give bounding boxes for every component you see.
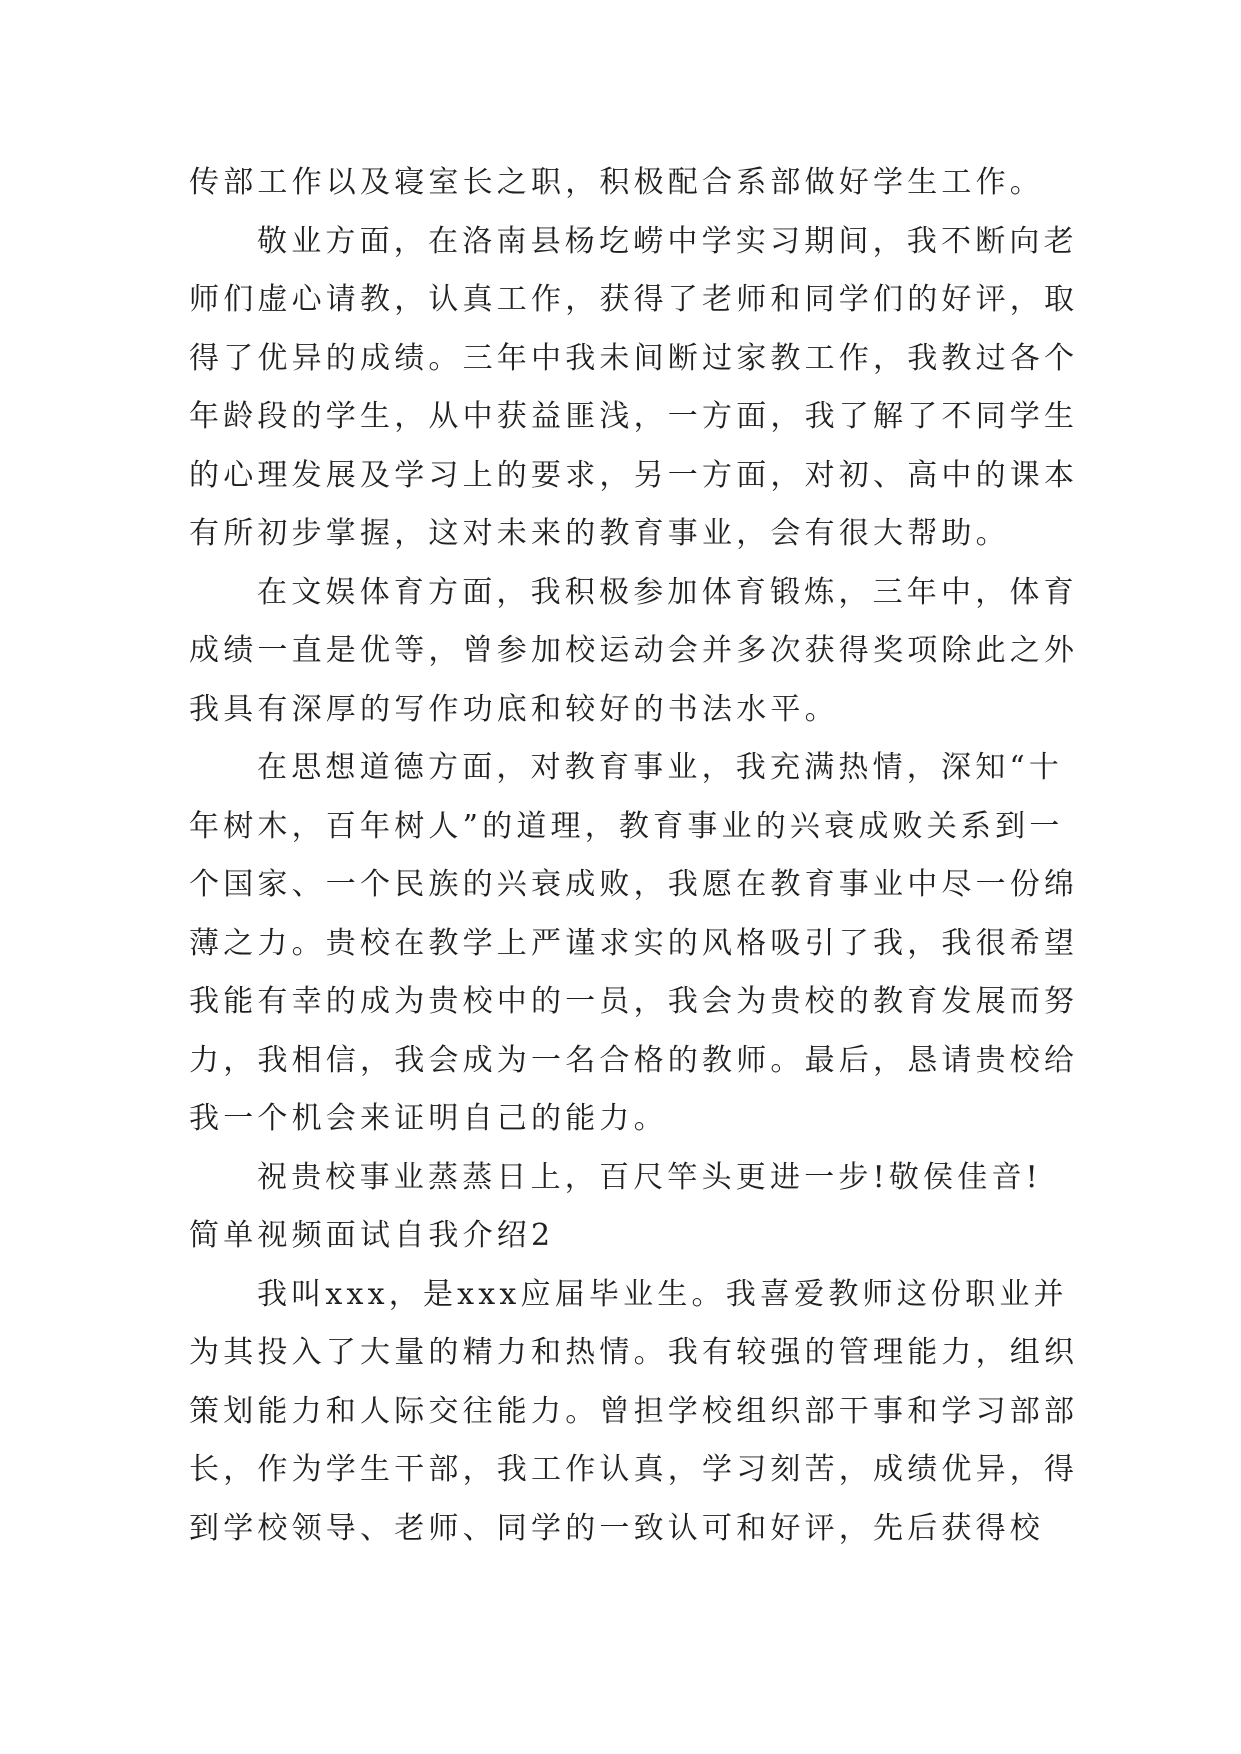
text-line: 我具有深厚的写作功底和较好的书法水平。	[189, 691, 839, 727]
text-line: 我一个机会来证明自己的能力。	[189, 1101, 668, 1136]
text-line: 有所初步掌握，这对未来的教育事业，会有很大帮助。	[189, 516, 1010, 551]
paragraph-morality-start: 在思想道德方面，对教育事业，我充满热情，深知“十	[257, 750, 1064, 785]
text-line: 的心理发展及学习上的要求，另一方面，对初、高中的课本	[189, 457, 1079, 493]
text-line: 为其投入了大量的精力和热情。我有较强的管理能力，组织	[189, 1335, 1079, 1370]
text-line: 得了优异的成绩。三年中我未间断过家教工作，我教过各个	[189, 340, 1079, 376]
text-line: 薄之力。贵校在教学上严谨求实的风格吸引了我，我很希望	[189, 925, 1079, 961]
section-heading: 简单视频面试自我介绍2	[189, 1218, 555, 1253]
text-line: 我能有幸的成为贵校中的一员，我会为贵校的教育发展而努	[189, 984, 1079, 1019]
text-line: 力，我相信，我会成为一名合格的教师。最后，恳请贵校给	[189, 1042, 1079, 1078]
text-line: 个国家、一个民族的兴衰成败，我愿在教育事业中尽一份绵	[189, 867, 1079, 902]
paragraph-sports-start: 在文娱体育方面，我积极参加体育锻炼，三年中，体育	[257, 574, 1078, 610]
text-line: 师们虚心请教，认真工作，获得了老师和同学们的好评，取	[189, 282, 1079, 317]
closing-wish: 祝贵校事业蒸蒸日上，百尺竿头更进一步!敬侯佳音!	[257, 1159, 1042, 1195]
text-line: 成绩一直是优等，曾参加校运动会并多次获得奖项除此之外	[189, 633, 1079, 668]
document-body	[189, 154, 1079, 1558]
text-line: 策划能力和人际交往能力。曾担学校组织部干事和学习部部	[189, 1393, 1079, 1429]
text-line: 长，作为学生干部，我工作认真，学习刻苦，成绩优异，得	[189, 1452, 1079, 1487]
text-line: 传部工作以及寝室长之职，积极配合系部做好学生工作。	[189, 165, 1044, 200]
text-line: 到学校领导、老师、同学的一致认可和好评，先后获得校	[189, 1510, 1044, 1546]
paragraph-dedication-start: 敬业方面，在洛南县杨圪崂中学实习期间，我不断向老	[257, 223, 1078, 259]
paragraph-intro-start: 我叫xxx，是xxx应届毕业生。我喜爱教师这份职业并	[257, 1276, 1068, 1312]
text-line: 年树木，百年树人”的道理，教育事业的兴衰成败关系到一	[189, 808, 1064, 844]
text-line: 年龄段的学生，从中获益匪浅，一方面，我了解了不同学生	[189, 399, 1079, 434]
